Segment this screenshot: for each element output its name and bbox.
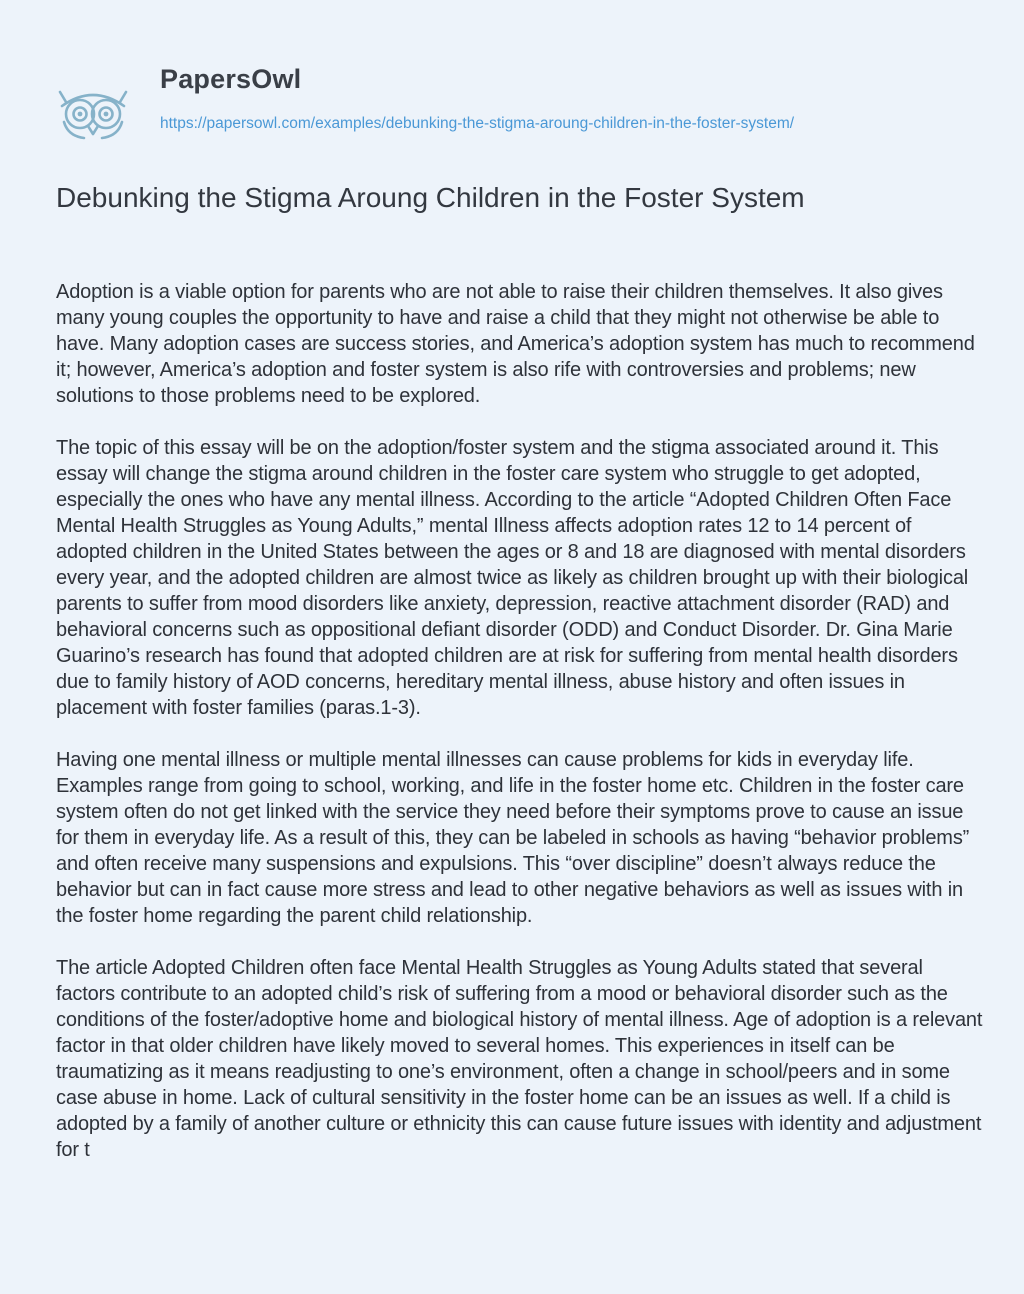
article-body [56,279,986,1217]
article-paragraph: Adoption is a viable option for parents who are not able to raise their children themselves. It also gives many young couples the opportunity to have and raise a child that they might not otherwise be able to have. Many adoption cases are success stories, and America’s adoption system has much to recommend it; however, America’s adoption and foster system is also rife with controversies and problems; new solutions to those problems need to be explored. [56,281,975,407]
article-paragraph: The topic of this essay will be on the adoption/foster system and the stigma associated around it. This essay will change the stigma around children in the foster care system who struggle to get adopted, especially the ones who have any mental illness. According to the article “Adopted Children Often Face Mental Health Struggles as Young Adults,” mental Illness affects adoption rates 12 to 14 percent of adopted children in the United States between the ages or 8 and 18 are diagnosed with mental disorders every year, and the adopted children are almost twice as likely as children brought up with their biological parents to suffer from mood disorders like anxiety, depression, reactive attachment disorder (RAD) and behavioral concerns such as oppositional defiant disorder (ODD) and Conduct Disorder. Dr. Gina Marie Guarino’s research has found that adopted children are at risk for suffering from mental health disorders due to family history of AOD concerns, hereditary mental illness, abuse history and often issues in placement with foster families (paras.1-3). [56,437,969,719]
article-paragraph: Having one mental illness or multiple mental illnesses can cause problems for kids in everyday life. Examples range from going to school, working, and life in the foster home etc. Children in the foster care system often do not get linked with the service they need before their symptoms prove to cause an issue for them in everyday life. As a result of this, they can be labeled in schools as having “behavior problems” and often receive many suspensions and expulsions. This “over discipline” doesn’t always reduce the behavior but can in fact cause more stress and lead to other negative behaviors as well as issues with in the foster home regarding the parent child relationship. [56,749,970,927]
brand-name: PapersOwl [160,64,302,94]
page [8,8,1016,1286]
article-paragraph: The article Adopted Children often face Mental Health Struggles as Young Adults stated that several factors contribute to an adopted child’s risk of suffering from a mood or behavioral disorder such as the conditions of the foster/adoptive home and biological history of mental illness. Age of adoption is a relevant factor in that older children have likely moved to several homes. This experiences in itself can be traumatizing as it means readjusting to one’s environment, often a change in school/peers and in some case abuse in home. Lack of cultural sensitivity in the foster home can be an issues as well. If a child is adopted by a family of another culture or ethnicity this can cause future issues with identity and adjustment for t [56,957,983,1161]
source-url-link[interactable]: https://papersowl.com/examples/debunking-the-stigma-aroung-children-in-the-foster-system/ [160,115,795,132]
owl-logo-icon [54,82,132,140]
article-title: Debunking the Stigma Aroung Children in the Foster System [56,182,805,213]
site-header [54,60,994,140]
